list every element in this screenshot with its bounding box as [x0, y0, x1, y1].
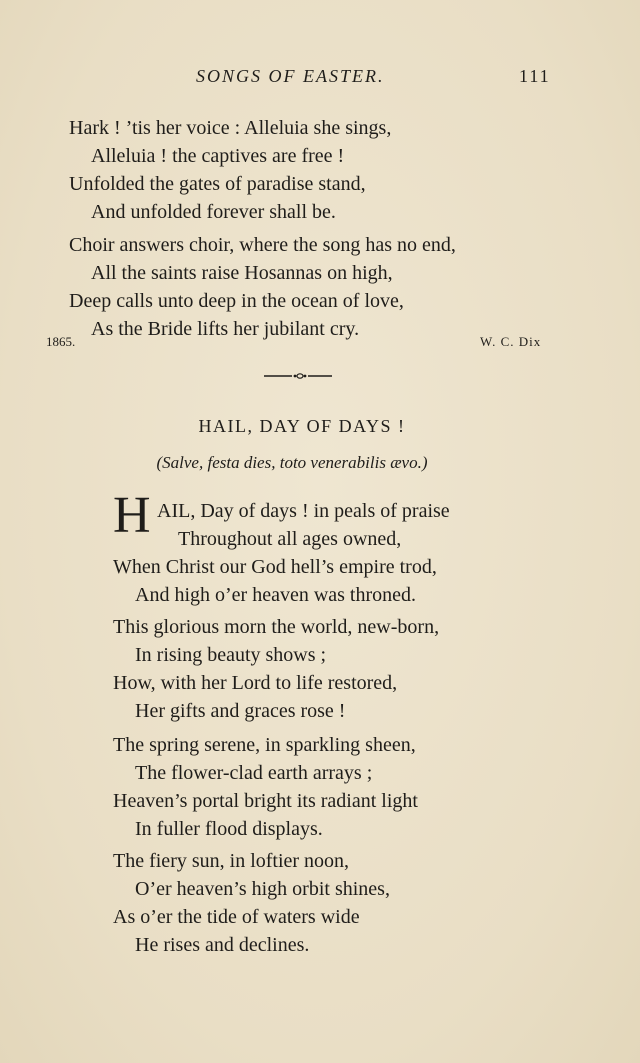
poem1-date: 1865.: [46, 334, 76, 349]
poem2-stanza-2: [113, 613, 439, 725]
verse-line: Alleluia ! the captives are free !: [91, 145, 345, 167]
poem1-stanza-2: [69, 231, 456, 343]
hymn-title: HAIL, DAY OF DAYS !: [198, 416, 406, 436]
verse-line: How, with her Lord to life restored,: [113, 672, 398, 694]
verse-line: Throughout all ages owned,: [178, 528, 402, 550]
poem1-author: W. C. Dix: [480, 334, 542, 349]
verse-line: Heaven’s portal bright its radiant light: [113, 790, 418, 812]
poem2-stanza-4: [113, 847, 390, 959]
verse-line: Deep calls unto deep in the ocean of love,: [69, 290, 404, 312]
ornament-divider: [262, 370, 334, 382]
verse-line: As the Bride lifts her jubilant cry.: [91, 318, 360, 340]
running-title: SONGS OF EASTER.: [196, 66, 385, 86]
verse-line: As o’er the tide of waters wide: [113, 906, 360, 928]
verse-line: AIL, Day of days ! in peals of praise: [157, 500, 450, 522]
verse-line: In rising beauty shows ;: [135, 644, 327, 666]
latin-subtitle: (Salve, festa dies, toto venerabilis ævo.): [156, 453, 428, 472]
verse-line: O’er heaven’s high orbit shines,: [135, 878, 390, 900]
drop-cap: H: [113, 487, 151, 544]
poem2-stanza-3: [113, 731, 418, 843]
verse-line: The flower-clad earth arrays ;: [135, 762, 373, 784]
verse-line: This glorious morn the world, new-born,: [113, 616, 440, 638]
verse-line: He rises and declines.: [135, 934, 310, 956]
verse-line: In fuller flood displays.: [135, 818, 323, 840]
verse-line: All the saints raise Hosannas on high,: [91, 262, 393, 284]
poem2-stanza-1: [113, 497, 450, 609]
verse-line: Unfolded the gates of paradise stand,: [69, 173, 366, 195]
verse-line: The fiery sun, in loftier noon,: [113, 850, 350, 872]
poem1-stanza-1: [69, 114, 391, 226]
verse-line: Choir answers choir, where the song has no end,: [69, 234, 456, 256]
verse-line: And unfolded forever shall be.: [91, 201, 336, 223]
verse-line: And high o’er heaven was throned.: [135, 584, 417, 606]
page-number: 111: [519, 66, 551, 86]
verse-line: The spring serene, in sparkling sheen,: [113, 734, 416, 756]
verse-line: Hark ! ’tis her voice : Alleluia she sings,: [69, 117, 392, 139]
verse-line: Her gifts and graces rose !: [135, 700, 346, 722]
verse-line: When Christ our God hell’s empire trod,: [113, 556, 437, 578]
